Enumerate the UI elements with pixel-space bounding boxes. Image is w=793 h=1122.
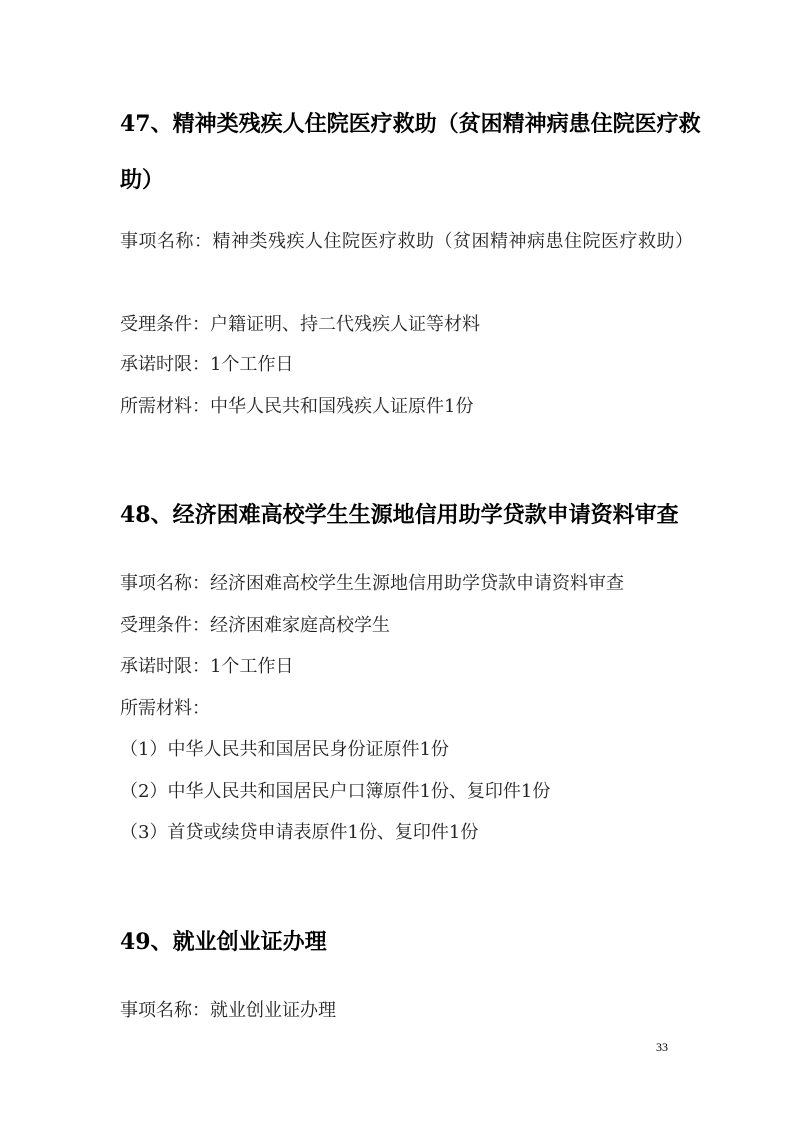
time-limit-value: 1个工作日	[210, 354, 294, 375]
section-47-conditions	[120, 311, 700, 338]
section-47-time-limit	[120, 351, 700, 378]
section-48-material-item: （2）中华人民共和国居民户口簿原件1份、复印件1份	[120, 781, 551, 802]
section-48-material-item: （3）首贷或续贷申请表原件1份、复印件1份	[120, 822, 479, 843]
time-limit-value: 1个工作日	[210, 656, 294, 677]
section-48-materials-label: 所需材料：	[120, 698, 210, 719]
section-49-item-name	[120, 997, 700, 1024]
section-47-heading: 47、精神类残疾人住院医疗救助（贫困精神病患住院医疗救助）	[120, 111, 701, 193]
conditions-value: 经济困难家庭高校学生	[210, 615, 390, 636]
item-name-label: 事项名称：	[120, 231, 213, 252]
item-name-value: 经济困难高校学生生源地信用助学贷款申请资料审查	[210, 573, 624, 594]
section-47-materials	[120, 393, 700, 420]
section-48-time-limit	[120, 653, 700, 680]
time-limit-label: 承诺时限：	[120, 354, 210, 375]
page-number: 33	[656, 1040, 668, 1054]
time-limit-label: 承诺时限：	[120, 656, 210, 677]
materials-label: 所需材料：	[120, 396, 210, 417]
conditions-label: 受理条件：	[120, 615, 210, 636]
section-48-conditions	[120, 612, 700, 639]
conditions-value: 户籍证明、持二代残疾人证等材料	[210, 314, 480, 335]
materials-value: 中华人民共和国残疾人证原件1份	[210, 396, 474, 417]
item-name-label: 事项名称：	[120, 1000, 210, 1021]
item-name-value: 精神类残疾人住院医疗救助（贫困精神病患住院医疗救助）	[212, 231, 694, 252]
section-48-material-item: （1）中华人民共和国居民身份证原件1份	[120, 739, 449, 760]
section-48-item-name	[120, 570, 700, 597]
item-name-label: 事项名称：	[120, 573, 210, 594]
section-48-heading: 48、经济困难高校学生生源地信用助学贷款申请资料审查	[120, 502, 679, 528]
section-47-item-name	[120, 222, 700, 262]
item-name-value: 就业创业证办理	[210, 1000, 336, 1021]
conditions-label: 受理条件：	[120, 314, 210, 335]
section-49-heading: 49、就业创业证办理	[120, 929, 327, 955]
